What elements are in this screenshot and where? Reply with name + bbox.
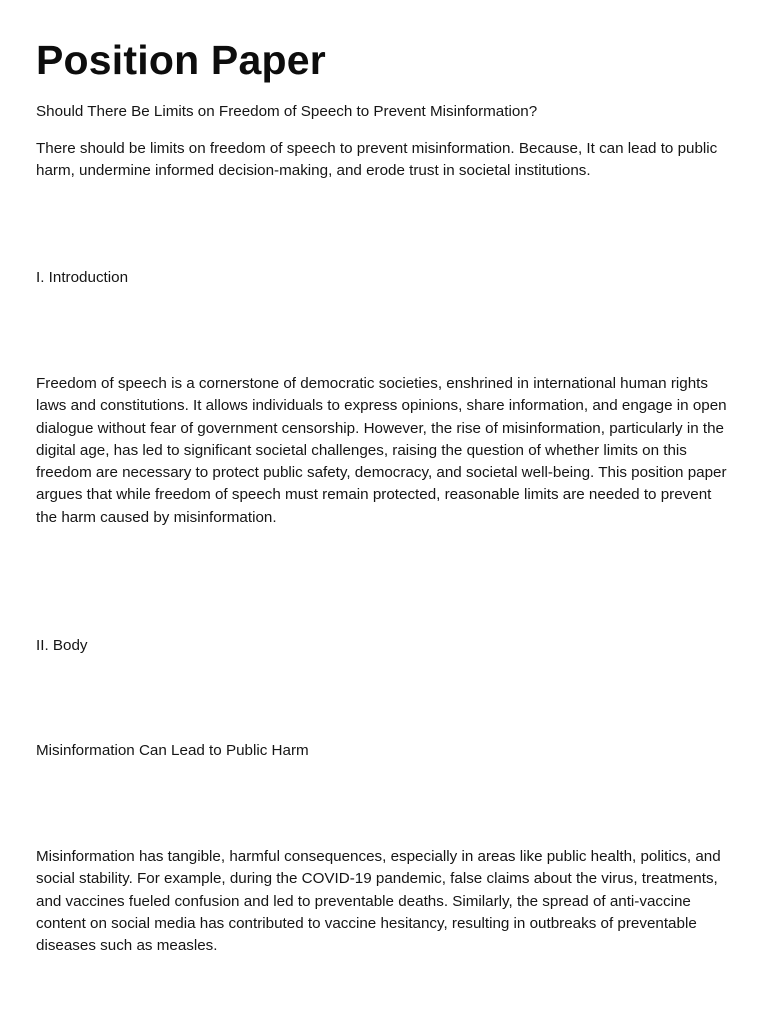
thesis-statement: There should be limits on freedom of speech to prevent misinformation. Because, It can lead to public harm, undermine informed decision-making, and erode trust in societal institutions. bbox=[36, 140, 718, 180]
section-heading-body: II. Body bbox=[36, 637, 88, 654]
subheading-public-harm: Misinformation Can Lead to Public Harm bbox=[36, 742, 309, 759]
page-title: Position Paper bbox=[36, 37, 326, 83]
section-heading-introduction: I. Introduction bbox=[36, 269, 129, 286]
introduction-paragraph: Freedom of speech is a cornerstone of democratic societies, enshrined in international human rights laws and constitutions. It allows individuals to express opinions, share information, and engage in open dialogue without fear of government censorship. However, the rise of misinformation, particularly in the digital age, has led to significant societal challenges, raising the question of whether limits on this freedom are necessary to protect public safety, democracy, and societal well-being. This position paper argues that while freedom of speech must remain protected, reasonable limits are needed to prevent the harm caused by misinformation. bbox=[36, 375, 727, 526]
body-paragraph-public-harm: Misinformation has tangible, harmful consequences, especially in areas like public health, politics, and social stability. For example, during the COVID-19 pandemic, false claims about the virus, treatments, and vaccines fueled confusion and led to preventable deaths. Similarly, the spread of anti-vaccine content on social media has contributed to vaccine hesitancy, resulting in outbreaks of preventable diseases such as measles. bbox=[36, 848, 721, 955]
research-question: Should There Be Limits on Freedom of Speech to Prevent Misinformation? bbox=[36, 103, 538, 120]
